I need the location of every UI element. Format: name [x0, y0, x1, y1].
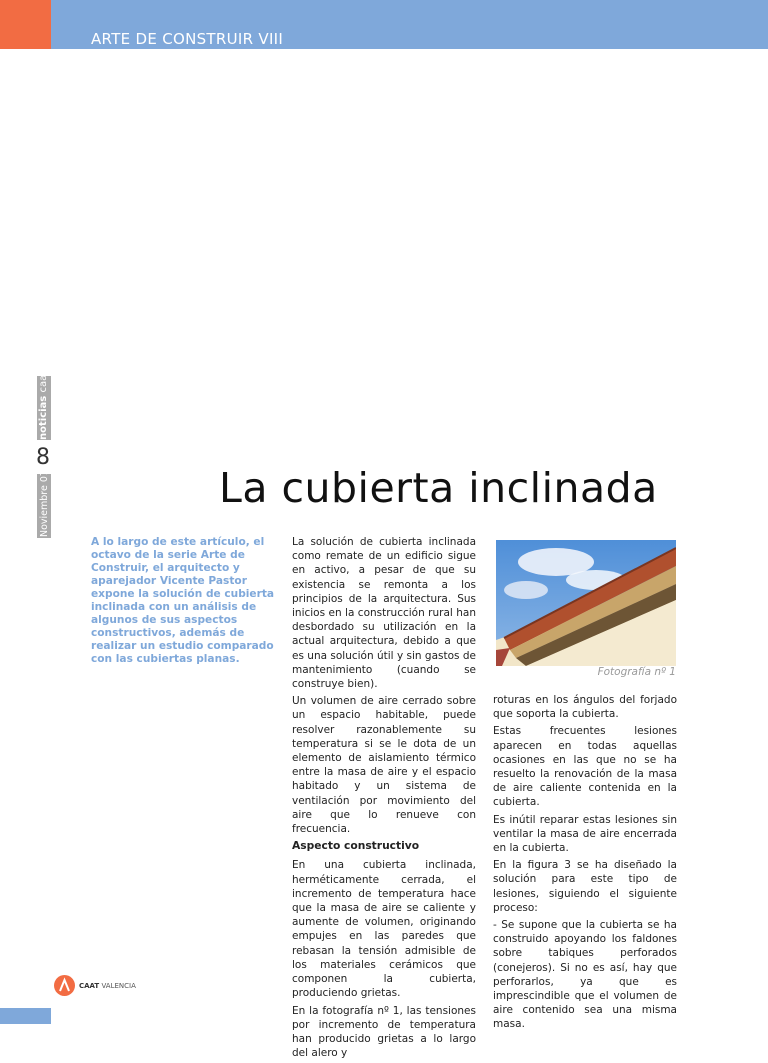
paragraph: roturas en los ángulos del forjado que soporta la cubierta. — [493, 694, 677, 721]
article-column-1 — [292, 535, 476, 1063]
paragraph: En la figura 3 se ha diseñado la solución para este tipo de lesiones, siguiendo el siguiente proceso: — [493, 859, 677, 914]
caat-logo-text — [79, 982, 136, 990]
article-intro: A lo largo de este artículo, el octavo de la serie Arte de Construir, el arquitecto y aparejador Vicente Pastor expone la solución de cubierta inclinada con un análisis de algunos de sus aspectos constructivos, además de realizar un estudio comparado con las cubiertas planas. — [91, 536, 275, 665]
paragraph: Estas frecuentes lesiones aparecen en todas aquellas ocasiones en las que no se ha resuelto la renovación de la masa de aire caliente contenida en la cubierta. — [493, 725, 677, 809]
section-title: ARTE DE CONSTRUIR VIII — [91, 30, 284, 48]
roof-photo — [496, 540, 676, 666]
header-orange-block — [0, 0, 51, 49]
page-number: 8 — [36, 445, 50, 470]
roof-photo-image — [496, 540, 676, 666]
paragraph: En una cubierta inclinada, herméticamente cerrada, el incremento de temperatura hace que la masa de aire se caliente y aumente de volumen, originando empujes en las paredes que rebasan la tensión admisible de los materiales cerámicos que componen la cubierta, produciendo grietas. — [292, 859, 476, 1000]
photo-caption: Fotografía nº 1 — [597, 666, 676, 678]
caat-logo-icon — [54, 975, 75, 996]
magazine-name-bold: noticias — [38, 395, 49, 440]
article-column-2 — [493, 693, 677, 1035]
magazine-name — [38, 371, 49, 440]
article-title: La cubierta inclinada — [219, 464, 658, 512]
caat-logo — [54, 975, 136, 996]
subheading: Aspecto constructivo — [292, 839, 420, 853]
issue-date: Noviembre 07 — [39, 470, 50, 537]
paragraph: Un volumen de aire cerrado sobre un espacio habitable, puede resolver razonablemente su temperatura si se le dota de un elemento de aislamiento térmico entre la masa de aire y el espacio habitado y un sistema de ventilación por movimiento del aire que lo renueve con frecuencia. — [292, 695, 476, 836]
logo-text-rest: VALENCIA — [101, 981, 136, 990]
footer-blue-block — [0, 1008, 51, 1024]
paragraph: En la fotografía nº 1, las tensiones por incremento de temperatura han producido grietas a lo largo del alero y — [292, 1004, 476, 1060]
magazine-name-suffix: caat — [38, 370, 49, 393]
paragraph: Es inútil reparar estas lesiones sin ventilar la masa de aire encerrada en la cubierta. — [493, 813, 677, 855]
paragraph: La solución de cubierta inclinada como remate de un edificio sigue en activo, a pesar de que su existencia se remonta a los principios de la arquitectura. Sus inicios en la construcción rural han desbordado su utilización en la actual arquitectura, debido a que es una solución útil y sin gastos de mantenimiento (cuando se construye bien). — [292, 536, 476, 691]
logo-text-bold: CAAT — [79, 981, 100, 990]
paragraph: - Se supone que la cubierta se ha construido apoyando los faldones sobre tabiques perforados (conejeros). Si no es así, hay que perforarlos, ya que es imprescindible que el volumen de aire contenido sea una misma masa. — [493, 919, 677, 1031]
